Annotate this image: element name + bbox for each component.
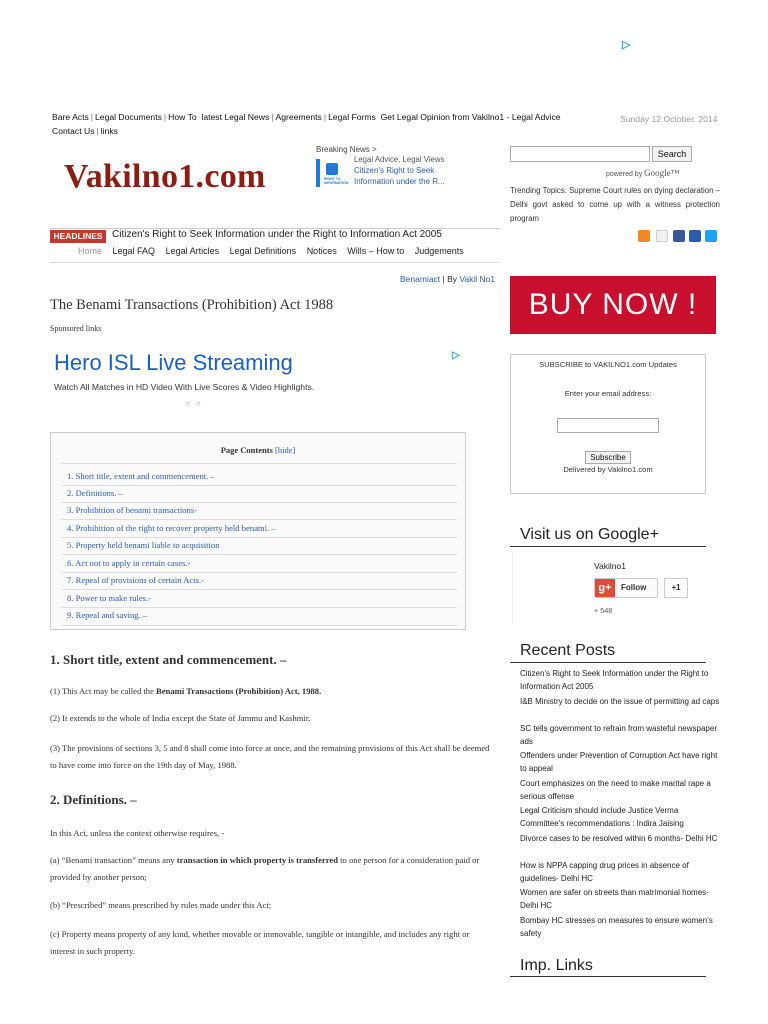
gplus-page-name[interactable]: Vakilno1 [594, 561, 626, 571]
list-item[interactable]: Offenders under Prevention of Corruption Act have right to appeal [520, 751, 718, 773]
nav-legal-articles[interactable]: Legal Articles [165, 246, 220, 256]
top-nav [52, 110, 561, 138]
nav-judgements[interactable]: Judgements [414, 246, 464, 256]
section-rule [510, 976, 706, 977]
rss-icon[interactable] [638, 230, 650, 242]
top-nav-legal-opinion[interactable]: Get Legal Opinion from Vakilno1 - Legal Advice [380, 112, 561, 122]
toc-divider [61, 537, 457, 538]
section-rule [510, 546, 706, 547]
nav-home[interactable]: Home [78, 246, 103, 256]
list-item[interactable]: Court emphasizes on the need to make marital rape a serious offense [520, 779, 711, 801]
subscribe-box [510, 354, 706, 494]
paragraph: (3) The provisions of sections 3, 5 and 8 shall come into force at once, and the remaining provisions of this Act shall be deemed to have come into force on the 19th day of May, 1988. [50, 743, 490, 770]
plus-one-button[interactable]: +1 [664, 578, 688, 598]
current-date: Sunday 12 October, 2014 [620, 114, 718, 124]
top-nav-agreements[interactable]: Agreements [275, 112, 322, 122]
toc-item[interactable]: 7. Repeal of provisions of certain Acts.- [67, 575, 204, 585]
nav-legal-faq[interactable]: Legal FAQ [112, 246, 156, 256]
paragraph-text: (1) This Act may be called the [50, 686, 157, 696]
tag-link[interactable]: Benamiact [400, 274, 441, 284]
nav-separator: | [90, 112, 94, 122]
author-link[interactable]: Vakil No1 [459, 274, 496, 284]
email-icon[interactable] [656, 230, 668, 242]
thumbnail-caption: RIGHT TO INFORMATION [324, 177, 349, 185]
rti-logo-icon [326, 163, 338, 175]
delivered-by[interactable]: Delivered by Vakilno1.com [563, 465, 653, 474]
emphasis-text: transaction in which property is transferred [176, 855, 339, 865]
follow-label: Follow [621, 583, 647, 592]
breaking-news-headline[interactable]: Citizen's Right to Seek Information under the R... [354, 166, 445, 186]
toc-item[interactable]: 3. Prohibition of benami transactions- [67, 505, 198, 515]
toc-divider [61, 589, 457, 590]
list-item[interactable]: Legal Criticism should include Justice Verma Committee's recommendations : Indira Jaising [520, 806, 684, 828]
toc-divider [61, 502, 457, 503]
nav-separator: | [271, 112, 274, 122]
powered-by-google [606, 168, 679, 178]
act-name: Benami Transactions (Prohibition) Act, 1988. [156, 686, 322, 696]
toc-item[interactable]: 5. Property held benami liable to acquisition [67, 540, 220, 550]
grid-icon[interactable] [689, 230, 701, 242]
nav-divider [50, 262, 500, 263]
paragraph-text: to one person for a consideration paid or provided by another person; [50, 855, 480, 882]
top-nav-contact-us[interactable]: Contact Us [52, 126, 95, 136]
toc-item[interactable]: 9. Repeal and saving. – [67, 610, 148, 620]
ad-description[interactable]: Watch All Matches in HD Video With Live Scores & Video Highlights. [54, 382, 315, 392]
breadcrumb [400, 274, 495, 284]
nav-legal-definitions[interactable]: Legal Definitions [229, 246, 297, 256]
follower-count: + 548 [594, 606, 613, 615]
list-item[interactable]: Bombay HC stresses on measures to ensure women's safety [520, 916, 713, 938]
main-nav [78, 246, 472, 256]
list-item[interactable]: Divorce cases to be resolved within 6 months- Delhi HC [520, 834, 718, 843]
paragraph [50, 852, 496, 886]
breadcrumb-sep: | By [440, 274, 460, 284]
trending-topics[interactable]: Trending Topics: Supreme Court rules on dying declaration – Delhi govt asked to come up with a witness protection program [510, 186, 720, 223]
toc-divider [61, 572, 457, 573]
nav-separator: | [163, 112, 167, 122]
toc-item[interactable]: 6. Act not to apply in certain cases.- [67, 558, 191, 568]
toc-divider [61, 607, 457, 608]
search-input[interactable] [510, 146, 650, 162]
buy-now-banner[interactable]: BUY NOW ! [510, 276, 716, 334]
imp-links-title: Imp. Links [520, 957, 593, 974]
facebook-icon[interactable] [673, 230, 685, 242]
list-item[interactable]: Women are safer on streets than matrimonial homes- Delhi HC [520, 888, 709, 910]
table-of-contents [50, 432, 466, 630]
toc-hide-toggle[interactable]: [hide] [275, 445, 296, 455]
gplus-follow-button[interactable] [594, 578, 658, 598]
sponsored-label: Sponsored links [50, 324, 102, 333]
ad-choices-icon[interactable]: ▷ [452, 350, 460, 361]
subscribe-button[interactable]: Subscribe [585, 451, 631, 464]
toc-divider [61, 463, 457, 464]
toc-item[interactable]: 2. Definitions. – [67, 488, 123, 498]
nav-separator: | [96, 126, 99, 136]
google-plus-icon: g+ [595, 579, 615, 597]
headlines-ticker[interactable]: Citizen's Right to Seek Information under the Right to Information Act 2005 [112, 229, 442, 240]
list-item[interactable]: Citizen's Right to Seek Information under the Right to Information Act 2005 [520, 669, 709, 691]
site-logo[interactable]: Vakilno1.com [64, 158, 266, 195]
list-item[interactable]: I&B Ministry to decide on the issue of permitting ad caps [520, 697, 720, 706]
search-button[interactable]: Search [652, 146, 692, 162]
toc-item[interactable]: 8. Power to make rules.- [67, 593, 152, 603]
paragraph: In this Act, unless the context otherwise requires, - [50, 828, 225, 838]
toc-item[interactable]: 4. Prohibition of the right to recover property held benami. – [67, 523, 276, 533]
nav-wills[interactable]: Wills – How to [347, 246, 405, 256]
powered-by-text: powered by [606, 171, 643, 178]
toc-item[interactable]: 1. Short title, extent and commencement. – [67, 471, 215, 481]
toc-divider [61, 625, 457, 626]
toc-heading [51, 445, 465, 455]
paragraph: (b) “Prescribed” means prescribed by rules made under this Act; [50, 900, 272, 910]
toc-divider [61, 519, 457, 520]
headlines-label: HEADLINES [50, 230, 106, 243]
breaking-news-title[interactable]: Breaking News > [316, 145, 377, 154]
page-title: The Benami Transactions (Prohibition) Act 1988 [50, 297, 334, 313]
toc-divider [61, 485, 457, 486]
paragraph: (2) It extends to the whole of India except the State of Jammu and Kashmir. [50, 713, 311, 723]
breaking-news-category[interactable]: Legal Advice, Legal Views [354, 155, 445, 164]
section-rule [510, 662, 706, 663]
top-nav-legal-forms[interactable]: Legal Forms [328, 112, 376, 122]
list-item[interactable]: How is NPPA capping drug prices in absence of guidelines- Delhi HC [520, 861, 689, 883]
twitter-icon[interactable] [705, 230, 717, 242]
paragraph [50, 683, 496, 700]
nav-separator: | [323, 112, 327, 122]
email-field[interactable] [557, 418, 659, 433]
toc-title: Page Contents [220, 445, 273, 455]
toc-divider [61, 554, 457, 555]
top-nav-how-to[interactable]: How To [168, 112, 197, 122]
top-nav-bare-acts[interactable]: Bare Acts [52, 112, 89, 122]
ad-title-link[interactable]: Hero ISL Live Streaming [54, 350, 293, 375]
section-heading: 2. Definitions. – [50, 792, 137, 807]
breaking-news-thumbnail[interactable] [316, 159, 349, 187]
google-plus-title: Visit us on Google+ [520, 526, 659, 543]
nav-notices[interactable]: Notices [306, 246, 337, 256]
ad-pager-dots[interactable]: ○○ [185, 399, 207, 408]
top-nav-links[interactable]: links [100, 126, 118, 136]
paragraph-text: (a) “Benami transaction” means any [50, 855, 177, 865]
subscribe-label: Enter your email address: [564, 389, 652, 398]
paragraph: (c) Property means property of any kind, whether movable or immovable, tangible or intangible, and includes any right or interest in such property. [50, 929, 470, 956]
ad-choices-icon[interactable]: ▷ [622, 39, 631, 51]
breaking-news [316, 145, 496, 186]
top-nav-legal-documents[interactable]: Legal Documents [95, 112, 162, 122]
list-item[interactable]: SC tells government to refrain from wasteful newspaper ads [520, 724, 717, 746]
top-nav-latest-news[interactable]: latest Legal News [201, 112, 270, 122]
recent-posts-title: Recent Posts [520, 642, 616, 659]
google-brand: Google™ [644, 168, 680, 178]
section-heading: 1. Short title, extent and commencement. – [50, 652, 287, 667]
subscribe-title: SUBSCRIBE to VAKILNO1.com Updates [539, 360, 677, 369]
